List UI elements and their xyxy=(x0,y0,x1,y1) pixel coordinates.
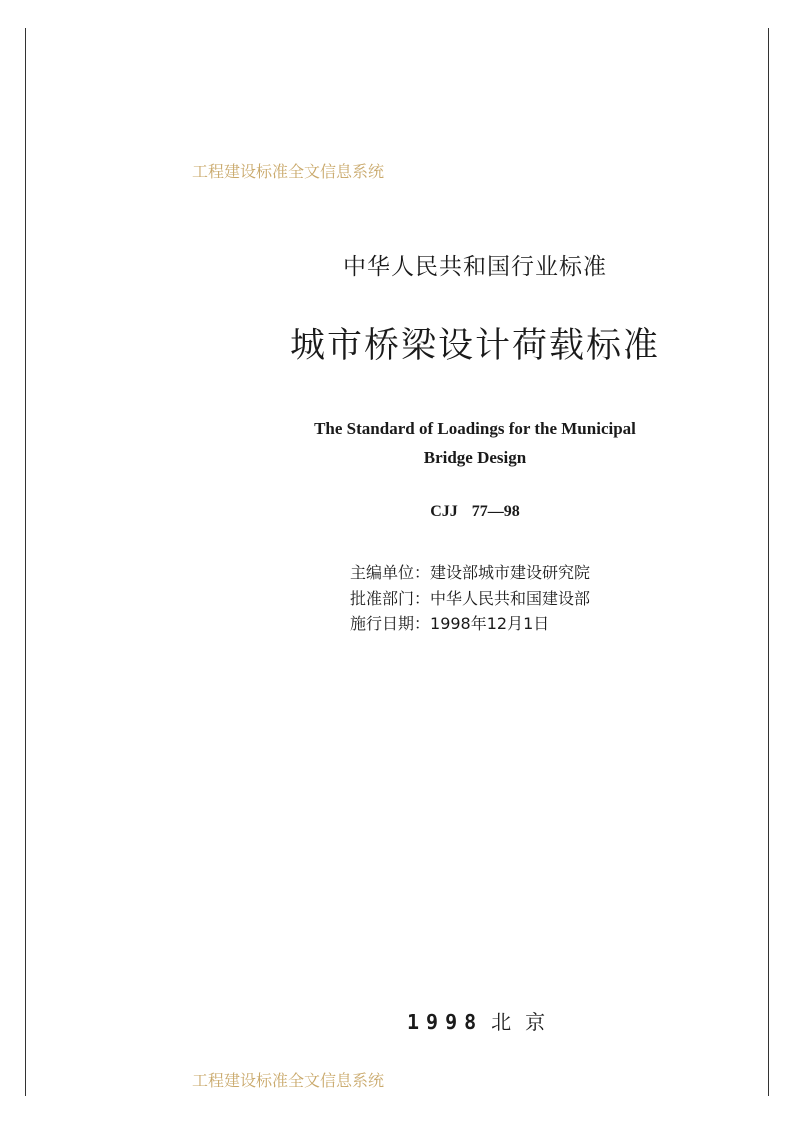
publication-line xyxy=(407,1006,559,1035)
meta-label: 施行日期： xyxy=(350,614,431,633)
english-title-line-1: The Standard of Loadings for the Municipal xyxy=(314,419,636,438)
meta-label: 批准部门： xyxy=(350,589,431,608)
english-title xyxy=(245,414,705,472)
meta-editor xyxy=(350,560,590,583)
meta-value: 1998年12月1日 xyxy=(430,614,550,633)
meta-effective-date xyxy=(350,611,549,634)
document-title: 城市桥梁设计荷载标准 xyxy=(289,326,660,366)
meta-value: 中华人民共和国建设部 xyxy=(430,589,591,608)
right-margin-rule xyxy=(768,28,769,1096)
standard-category: 中华人民共和国行业标准 xyxy=(343,254,607,280)
english-title-line-2: Bridge Design xyxy=(423,448,527,467)
standard-code: CJJ 77—98 xyxy=(430,503,520,520)
publication-city: 北京 xyxy=(491,1010,560,1034)
watermark-bottom: 工程建设标准全文信息系统 xyxy=(192,1071,385,1090)
left-margin-rule xyxy=(25,28,26,1096)
meta-value: 建设部城市建设研究院 xyxy=(430,563,591,582)
watermark-top: 工程建设标准全文信息系统 xyxy=(192,162,385,181)
meta-label: 主编单位： xyxy=(350,563,431,582)
meta-approver xyxy=(350,586,590,609)
publication-year: 1998 xyxy=(407,1010,484,1034)
